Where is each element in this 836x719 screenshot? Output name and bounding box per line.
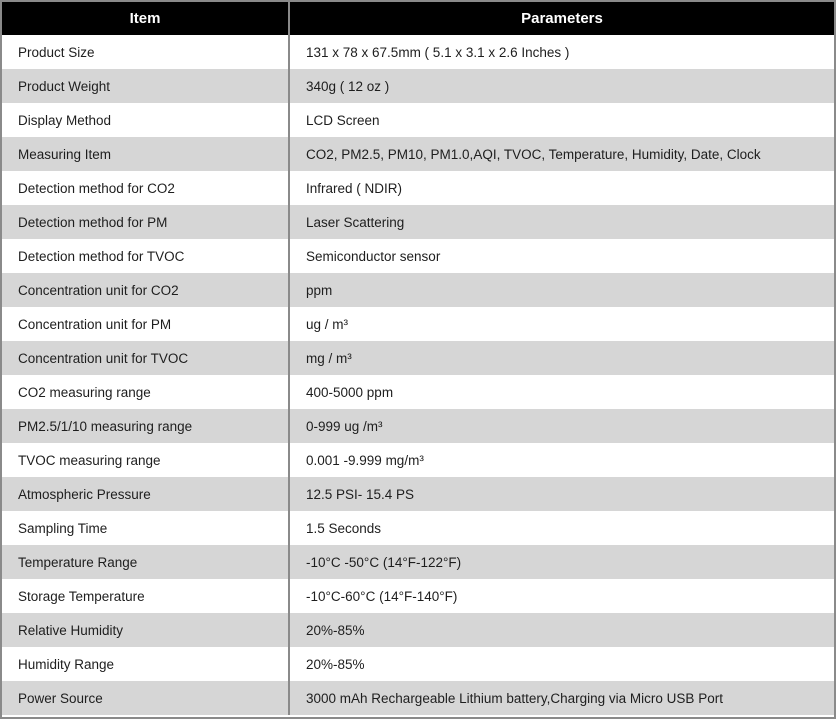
row-item-label: Detection method for TVOC	[2, 239, 290, 273]
row-parameter-value: 340g ( 12 oz )	[306, 78, 390, 94]
table-row	[2, 511, 834, 545]
table-row	[2, 443, 834, 477]
row-parameter-value: CO2, PM2.5, PM10, PM1.0,AQI, TVOC, Temperature, Humidity, Date, Clock	[306, 146, 761, 162]
row-item-label: Storage Temperature	[2, 579, 290, 613]
table-body	[2, 35, 834, 715]
row-parameter-value: 0.001 -9.999 mg/m³	[306, 452, 424, 468]
row-parameter-value: LCD Screen	[306, 112, 380, 128]
header-parameters: Parameters	[521, 10, 603, 27]
row-parameter-value: ug / m³	[306, 316, 349, 332]
row-item-label: PM2.5/1/10 measuring range	[2, 409, 290, 443]
row-item-label: CO2 measuring range	[2, 375, 290, 409]
row-item-label: Detection method for PM	[2, 205, 290, 239]
table-header	[2, 2, 834, 35]
row-item-label: Concentration unit for CO2	[2, 273, 290, 307]
table-row	[2, 35, 834, 69]
row-item-label: Measuring Item	[2, 137, 290, 171]
row-parameter-value: 12.5 PSI- 15.4 PS	[306, 486, 415, 502]
row-parameter-value: Laser Scattering	[306, 214, 405, 230]
table-row	[2, 613, 834, 647]
table-row	[2, 545, 834, 579]
table-row	[2, 375, 834, 409]
row-item-label: Concentration unit for PM	[2, 307, 290, 341]
row-item-label: Temperature Range	[2, 545, 290, 579]
row-parameter-value: mg / m³	[306, 350, 352, 366]
table-row	[2, 69, 834, 103]
row-parameter-value: 131 x 78 x 67.5mm ( 5.1 x 3.1 x 2.6 Inches )	[306, 44, 570, 60]
row-item-label: TVOC measuring range	[2, 443, 290, 477]
row-parameter-value: Semiconductor sensor	[306, 248, 441, 264]
row-item-label: Product Size	[2, 35, 290, 69]
row-parameter-value: Infrared ( NDIR)	[306, 180, 403, 196]
table-row	[2, 341, 834, 375]
table-row	[2, 273, 834, 307]
row-item-label: Humidity Range	[2, 647, 290, 681]
row-item-label: Detection method for CO2	[2, 171, 290, 205]
row-parameter-value: -10°C-60°C (14°F-140°F)	[306, 588, 458, 604]
table-row	[2, 239, 834, 273]
row-item-label: Sampling Time	[2, 511, 290, 545]
table-row	[2, 647, 834, 681]
row-parameter-value: 20%-85%	[306, 656, 365, 672]
row-item-label: Atmospheric Pressure	[2, 477, 290, 511]
row-parameter-value: 400-5000 ppm	[306, 384, 394, 400]
row-parameter-value: ppm	[306, 282, 333, 298]
row-item-label: Display Method	[2, 103, 290, 137]
table-row	[2, 477, 834, 511]
header-item: Item	[2, 2, 290, 35]
table-row	[2, 681, 834, 715]
table-row	[2, 579, 834, 613]
row-parameter-value: 0-999 ug /m³	[306, 418, 383, 434]
row-item-label: Concentration unit for TVOC	[2, 341, 290, 375]
table-row	[2, 205, 834, 239]
table-row	[2, 103, 834, 137]
row-parameter-value: 3000 mAh Rechargeable Lithium battery,Charging via Micro USB Port	[306, 690, 723, 706]
row-item-label: Product Weight	[2, 69, 290, 103]
row-item-label: Relative Humidity	[2, 613, 290, 647]
row-parameter-value: 1.5 Seconds	[306, 520, 382, 536]
table-row	[2, 307, 834, 341]
row-parameter-value: 20%-85%	[306, 622, 365, 638]
table-row	[2, 171, 834, 205]
row-parameter-value: -10°C -50°C (14°F-122°F)	[306, 554, 462, 570]
table-row	[2, 409, 834, 443]
table-row	[2, 137, 834, 171]
row-item-label: Power Source	[2, 681, 290, 715]
